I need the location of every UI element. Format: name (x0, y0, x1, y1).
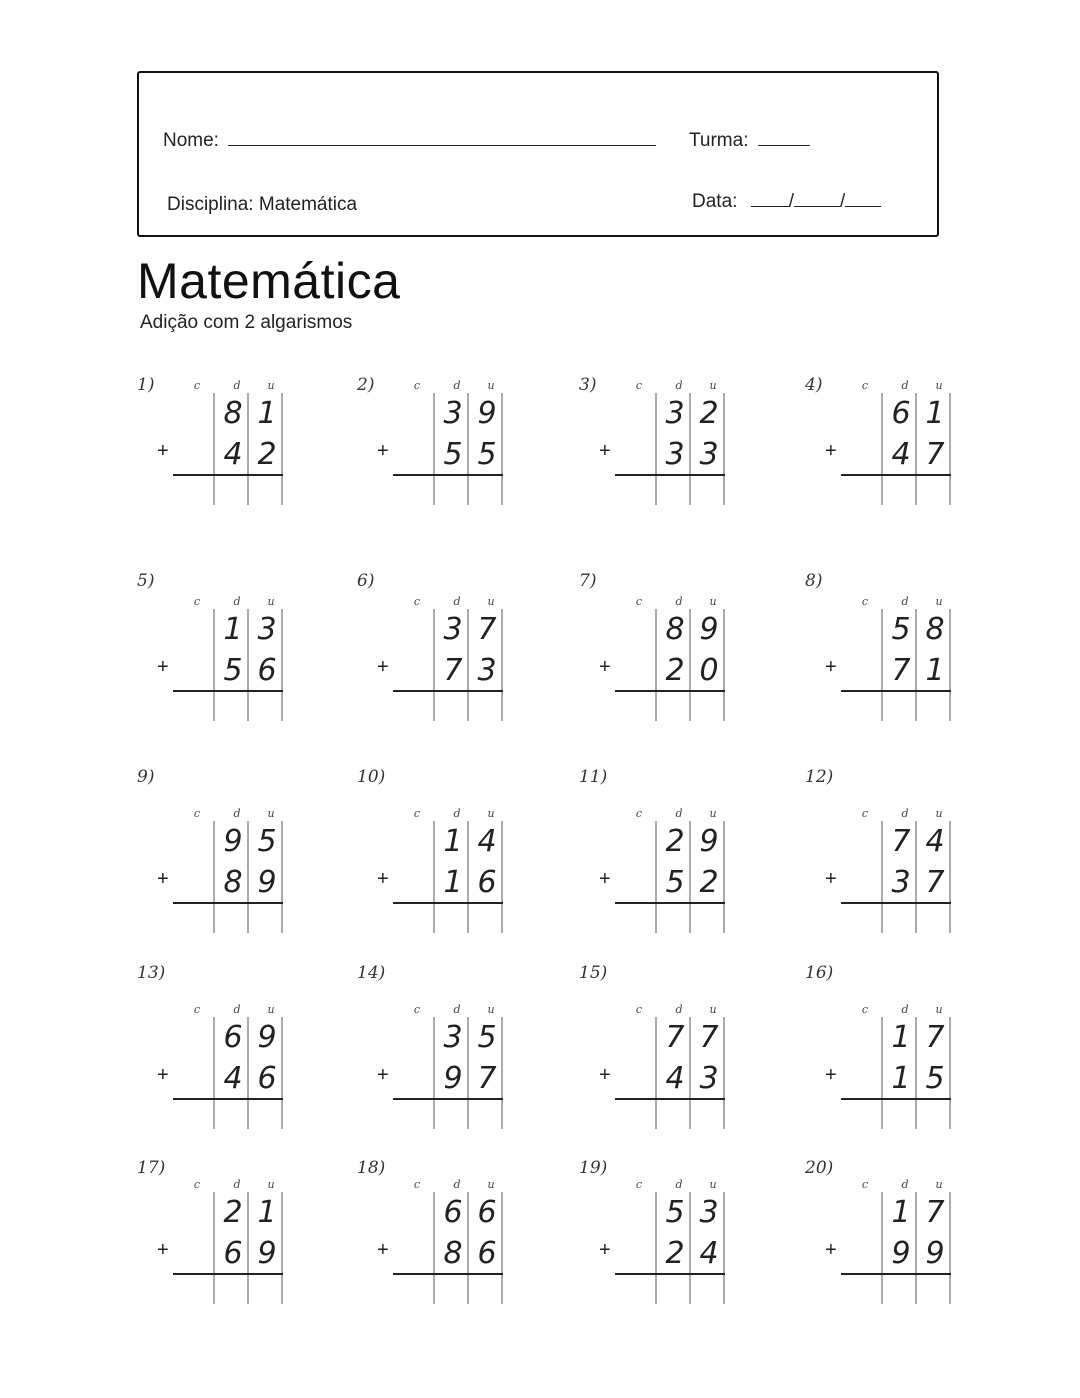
problem-number: 15) (579, 963, 608, 983)
addition-problem (137, 571, 317, 721)
column-label-hundreds: c (635, 595, 643, 608)
column-divider (655, 1017, 657, 1129)
column-label-tens: d (901, 807, 909, 820)
addition-problem (137, 375, 317, 525)
top-tens-digit: 3 (665, 396, 685, 431)
sum-line (173, 474, 283, 476)
column-label-hundreds: c (635, 1003, 643, 1016)
top-units-digit: 4 (477, 824, 497, 859)
column-divider (213, 609, 215, 721)
column-label-units: u (487, 807, 495, 820)
plus-sign: + (377, 656, 389, 678)
column-label-units: u (267, 379, 275, 392)
column-label-units: u (709, 379, 717, 392)
class-label: Turma: (689, 130, 749, 151)
top-tens-digit: 6 (891, 396, 911, 431)
column-label-units: u (709, 1178, 717, 1191)
bottom-units-digit: 6 (477, 1236, 497, 1271)
page-title: Matemática (137, 253, 401, 309)
addition-problem (805, 375, 985, 525)
column-label-units: u (935, 379, 943, 392)
column-label-hundreds: c (193, 595, 201, 608)
sum-line (393, 474, 503, 476)
bottom-units-digit: 3 (477, 653, 497, 688)
top-tens-digit: 7 (665, 1020, 685, 1055)
bottom-units-digit: 5 (477, 437, 497, 472)
column-label-units: u (267, 595, 275, 608)
column-label-hundreds: c (635, 1178, 643, 1191)
problem-number: 7) (579, 571, 597, 591)
column-label-hundreds: c (193, 379, 201, 392)
column-label-units: u (267, 1178, 275, 1191)
problem-number: 8) (805, 571, 823, 591)
column-label-tens: d (453, 1178, 461, 1191)
problem-number: 6) (357, 571, 375, 591)
column-label-units: u (267, 807, 275, 820)
problem-number: 2) (357, 375, 375, 395)
top-units-digit: 5 (477, 1020, 497, 1055)
column-label-units: u (487, 595, 495, 608)
plus-sign: + (599, 868, 611, 890)
sum-line (841, 1273, 951, 1275)
plus-sign: + (599, 1239, 611, 1261)
top-units-digit: 1 (925, 396, 945, 431)
plus-sign: + (599, 1064, 611, 1086)
subject-label: Disciplina: Matemática (167, 194, 358, 215)
bottom-tens-digit: 9 (891, 1236, 911, 1271)
addition-problem (357, 1158, 537, 1308)
bottom-tens-digit: 7 (443, 653, 463, 688)
addition-problem (579, 963, 759, 1113)
top-units-digit: 3 (257, 612, 277, 647)
bottom-units-digit: 0 (699, 653, 719, 688)
bottom-units-digit: 1 (925, 653, 945, 688)
date-separator: / (839, 191, 846, 212)
plus-sign: + (157, 868, 169, 890)
column-label-units: u (487, 379, 495, 392)
column-divider (655, 1192, 657, 1304)
top-units-digit: 1 (257, 1195, 277, 1230)
top-tens-digit: 1 (443, 824, 463, 859)
column-divider (655, 393, 657, 505)
bottom-units-digit: 9 (257, 1236, 277, 1271)
column-label-tens: d (233, 379, 241, 392)
column-label-tens: d (675, 807, 683, 820)
column-label-tens: d (233, 1178, 241, 1191)
addition-problem (579, 1158, 759, 1308)
bottom-tens-digit: 3 (891, 865, 911, 900)
bottom-units-digit: 2 (699, 865, 719, 900)
plus-sign: + (157, 656, 169, 678)
column-label-units: u (487, 1003, 495, 1016)
column-divider (213, 393, 215, 505)
column-label-hundreds: c (861, 1003, 869, 1016)
top-units-digit: 9 (699, 612, 719, 647)
top-units-digit: 6 (477, 1195, 497, 1230)
problem-number: 5) (137, 571, 155, 591)
sum-line (173, 1098, 283, 1100)
sum-line (841, 1098, 951, 1100)
bottom-units-digit: 7 (477, 1061, 497, 1096)
column-divider (881, 393, 883, 505)
top-tens-digit: 1 (891, 1195, 911, 1230)
column-label-hundreds: c (413, 379, 421, 392)
column-label-units: u (487, 1178, 495, 1191)
column-divider (881, 609, 883, 721)
top-units-digit: 4 (925, 824, 945, 859)
plus-sign: + (825, 1239, 837, 1261)
bottom-tens-digit: 9 (443, 1061, 463, 1096)
column-label-hundreds: c (861, 595, 869, 608)
top-units-digit: 2 (699, 396, 719, 431)
sum-line (615, 902, 725, 904)
top-units-digit: 7 (699, 1020, 719, 1055)
addition-problem (357, 571, 537, 721)
column-label-tens: d (453, 595, 461, 608)
sum-line (173, 902, 283, 904)
column-label-tens: d (901, 379, 909, 392)
top-units-digit: 7 (925, 1195, 945, 1230)
column-label-tens: d (901, 1003, 909, 1016)
class-blank-line[interactable] (758, 129, 810, 146)
column-divider (213, 1017, 215, 1129)
column-label-tens: d (675, 595, 683, 608)
column-divider (655, 821, 657, 933)
column-label-tens: d (901, 1178, 909, 1191)
column-label-tens: d (453, 807, 461, 820)
column-label-units: u (935, 807, 943, 820)
addition-problem (805, 1158, 985, 1308)
plus-sign: + (825, 440, 837, 462)
sum-line (173, 1273, 283, 1275)
bottom-tens-digit: 5 (223, 653, 243, 688)
column-divider (213, 1192, 215, 1304)
column-divider (433, 393, 435, 505)
bottom-tens-digit: 5 (665, 865, 685, 900)
problem-number: 16) (805, 963, 834, 983)
bottom-tens-digit: 1 (443, 865, 463, 900)
column-divider (655, 609, 657, 721)
addition-problem (137, 1158, 317, 1308)
column-label-tens: d (453, 379, 461, 392)
top-tens-digit: 1 (223, 612, 243, 647)
top-tens-digit: 3 (443, 396, 463, 431)
addition-problem (357, 963, 537, 1113)
column-divider (881, 821, 883, 933)
sum-line (393, 902, 503, 904)
sum-line (393, 1098, 503, 1100)
problem-number: 14) (357, 963, 386, 983)
column-label-units: u (935, 595, 943, 608)
bottom-units-digit: 6 (477, 865, 497, 900)
column-divider (881, 1017, 883, 1129)
sum-line (615, 690, 725, 692)
top-tens-digit: 8 (223, 396, 243, 431)
plus-sign: + (825, 1064, 837, 1086)
plus-sign: + (377, 1064, 389, 1086)
bottom-units-digit: 2 (257, 437, 277, 472)
bottom-tens-digit: 2 (665, 1236, 685, 1271)
top-units-digit: 7 (477, 612, 497, 647)
bottom-tens-digit: 5 (443, 437, 463, 472)
plus-sign: + (377, 440, 389, 462)
addition-problem (579, 375, 759, 525)
top-tens-digit: 5 (665, 1195, 685, 1230)
bottom-units-digit: 3 (699, 1061, 719, 1096)
page-subtitle: Adição com 2 algarismos (140, 312, 353, 333)
addition-problem (357, 767, 537, 917)
date-year-line[interactable] (845, 190, 881, 207)
column-divider (881, 1192, 883, 1304)
bottom-tens-digit: 2 (665, 653, 685, 688)
bottom-units-digit: 6 (257, 653, 277, 688)
plus-sign: + (377, 1239, 389, 1261)
bottom-tens-digit: 4 (891, 437, 911, 472)
column-label-hundreds: c (861, 1178, 869, 1191)
problem-number: 12) (805, 767, 834, 787)
sum-line (173, 690, 283, 692)
problem-number: 11) (579, 767, 608, 787)
addition-problem (805, 571, 985, 721)
column-divider (433, 821, 435, 933)
addition-problem (805, 767, 985, 917)
top-tens-digit: 6 (443, 1195, 463, 1230)
column-label-units: u (709, 1003, 717, 1016)
plus-sign: + (157, 440, 169, 462)
column-label-tens: d (233, 807, 241, 820)
bottom-units-digit: 7 (925, 437, 945, 472)
date-separator: / (788, 191, 794, 212)
column-label-tens: d (233, 1003, 241, 1016)
sum-line (393, 1273, 503, 1275)
top-units-digit: 3 (699, 1195, 719, 1230)
sum-line (615, 1098, 725, 1100)
sum-line (841, 474, 951, 476)
addition-problem (805, 963, 985, 1113)
bottom-tens-digit: 3 (665, 437, 685, 472)
sum-line (393, 690, 503, 692)
bottom-units-digit: 3 (699, 437, 719, 472)
bottom-tens-digit: 4 (223, 437, 243, 472)
bottom-tens-digit: 7 (891, 653, 911, 688)
problem-number: 4) (805, 375, 823, 395)
student-info-box (137, 71, 939, 237)
column-label-hundreds: c (635, 807, 643, 820)
column-label-units: u (935, 1178, 943, 1191)
top-tens-digit: 5 (891, 612, 911, 647)
column-label-hundreds: c (193, 807, 201, 820)
addition-problem (357, 375, 537, 525)
name-label: Nome: (163, 130, 219, 151)
column-label-hundreds: c (413, 1003, 421, 1016)
date-field[interactable] (692, 190, 881, 213)
bottom-tens-digit: 8 (443, 1236, 463, 1271)
column-label-tens: d (675, 1178, 683, 1191)
column-divider (433, 1192, 435, 1304)
column-divider (213, 821, 215, 933)
top-units-digit: 9 (699, 824, 719, 859)
bottom-tens-digit: 4 (223, 1061, 243, 1096)
top-units-digit: 1 (257, 396, 277, 431)
problem-number: 20) (805, 1158, 834, 1178)
top-units-digit: 9 (477, 396, 497, 431)
bottom-tens-digit: 4 (665, 1061, 685, 1096)
bottom-units-digit: 9 (925, 1236, 945, 1271)
problem-number: 3) (579, 375, 597, 395)
bottom-units-digit: 4 (699, 1236, 719, 1271)
sum-line (615, 474, 725, 476)
top-tens-digit: 8 (665, 612, 685, 647)
plus-sign: + (825, 868, 837, 890)
plus-sign: + (157, 1064, 169, 1086)
top-tens-digit: 2 (665, 824, 685, 859)
plus-sign: + (599, 440, 611, 462)
sum-line (841, 690, 951, 692)
name-field[interactable] (163, 129, 656, 152)
top-units-digit: 8 (925, 612, 945, 647)
bottom-tens-digit: 8 (223, 865, 243, 900)
problem-number: 9) (137, 767, 155, 787)
top-units-digit: 5 (257, 824, 277, 859)
top-tens-digit: 6 (223, 1020, 243, 1055)
column-label-hundreds: c (861, 807, 869, 820)
addition-problem (137, 767, 317, 917)
addition-problem (579, 571, 759, 721)
addition-problem (137, 963, 317, 1113)
column-label-units: u (709, 807, 717, 820)
problem-number: 17) (137, 1158, 166, 1178)
top-units-digit: 9 (257, 1020, 277, 1055)
plus-sign: + (157, 1239, 169, 1261)
column-label-hundreds: c (193, 1003, 201, 1016)
column-label-tens: d (901, 595, 909, 608)
class-field[interactable] (689, 129, 810, 152)
sum-line (841, 902, 951, 904)
bottom-tens-digit: 1 (891, 1061, 911, 1096)
problem-number: 19) (579, 1158, 608, 1178)
plus-sign: + (377, 868, 389, 890)
top-units-digit: 7 (925, 1020, 945, 1055)
top-tens-digit: 7 (891, 824, 911, 859)
date-label: Data: (692, 191, 738, 212)
column-divider (433, 609, 435, 721)
column-label-tens: d (453, 1003, 461, 1016)
plus-sign: + (599, 656, 611, 678)
addition-problem (579, 767, 759, 917)
column-label-hundreds: c (861, 379, 869, 392)
problem-number: 10) (357, 767, 386, 787)
column-divider (433, 1017, 435, 1129)
bottom-units-digit: 6 (257, 1061, 277, 1096)
sum-line (615, 1273, 725, 1275)
problem-number: 18) (357, 1158, 386, 1178)
top-tens-digit: 3 (443, 612, 463, 647)
column-label-hundreds: c (413, 1178, 421, 1191)
name-blank-line[interactable] (228, 129, 656, 146)
bottom-units-digit: 7 (925, 865, 945, 900)
column-label-hundreds: c (193, 1178, 201, 1191)
bottom-units-digit: 5 (925, 1061, 945, 1096)
top-tens-digit: 9 (223, 824, 243, 859)
bottom-units-digit: 9 (257, 865, 277, 900)
problem-number: 1) (137, 375, 155, 395)
top-tens-digit: 1 (891, 1020, 911, 1055)
column-label-units: u (935, 1003, 943, 1016)
top-tens-digit: 3 (443, 1020, 463, 1055)
plus-sign: + (825, 656, 837, 678)
column-label-hundreds: c (635, 379, 643, 392)
column-label-tens: d (675, 1003, 683, 1016)
bottom-tens-digit: 6 (223, 1236, 243, 1271)
column-label-hundreds: c (413, 807, 421, 820)
date-month-line[interactable] (794, 190, 840, 207)
problem-number: 13) (137, 963, 166, 983)
date-day-line[interactable] (751, 190, 789, 207)
column-label-tens: d (233, 595, 241, 608)
column-label-hundreds: c (413, 595, 421, 608)
top-tens-digit: 2 (223, 1195, 243, 1230)
column-label-units: u (709, 595, 717, 608)
column-label-units: u (267, 1003, 275, 1016)
column-label-tens: d (675, 379, 683, 392)
